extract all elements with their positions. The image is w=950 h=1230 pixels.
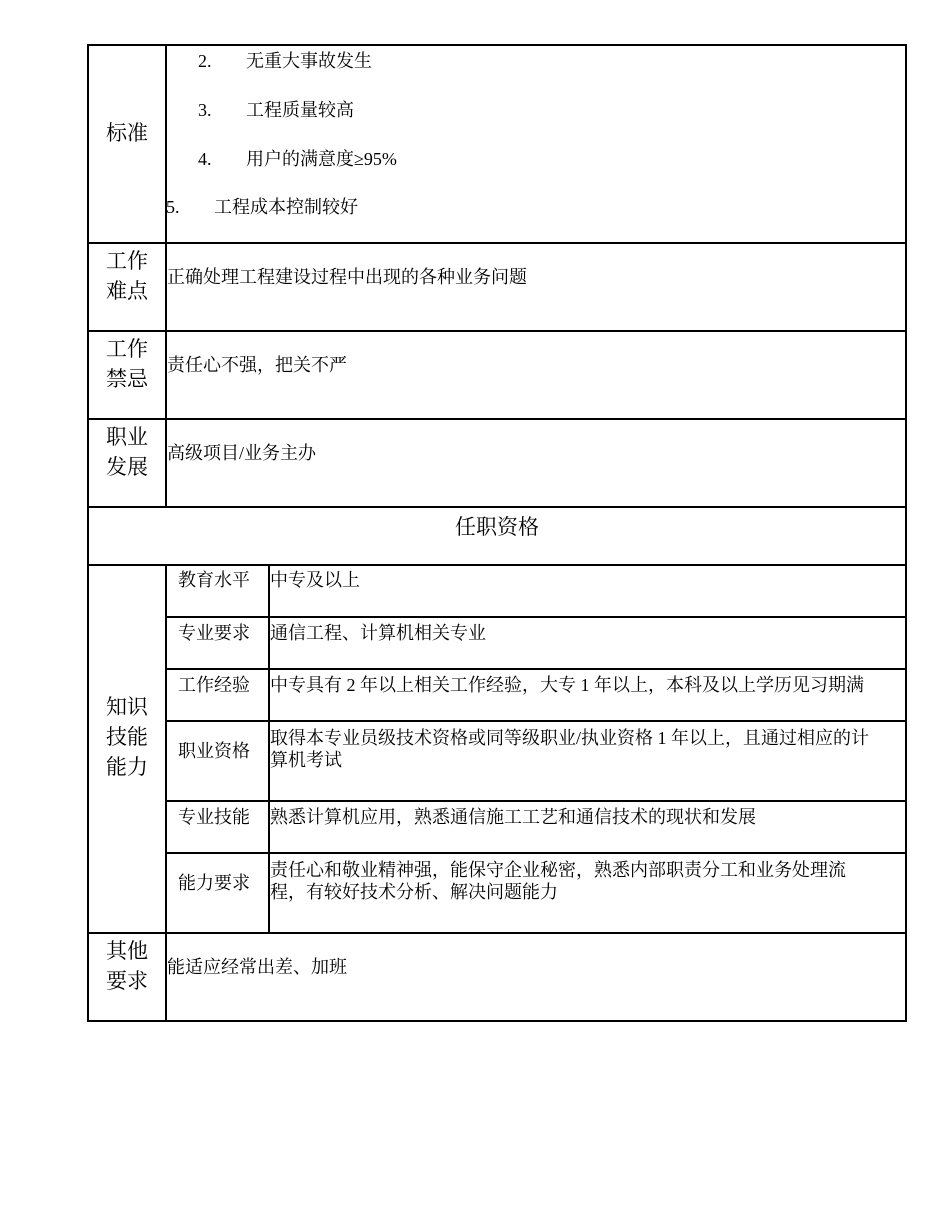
difficulty-label-line: 难点 — [106, 279, 148, 303]
table-border-right — [905, 44, 907, 1022]
qualification-title: 任职资格 — [455, 515, 539, 539]
knowledge-label-line: 知识 — [106, 695, 148, 719]
knowledge-row-value: 通信工程、计算机相关专业 — [270, 623, 486, 643]
standard-item-text: 工程成本控制较好 — [214, 197, 358, 217]
knowledge-row-value: 熟悉计算机应用，熟悉通信施工工艺和通信技术的现状和发展 — [270, 807, 756, 827]
knowledge-row-value-line: 责任心和敬业精神强，能保守企业秘密，熟悉内部职责分工和业务处理流 — [270, 860, 846, 880]
other-label-line: 要求 — [106, 969, 148, 993]
career-text: 高级项目/业务主办 — [167, 443, 317, 463]
sub-row-divider-3 — [165, 720, 907, 722]
taboo-label-line: 工作 — [106, 337, 148, 361]
knowledge-row-name: 专业技能 — [178, 807, 250, 827]
sub-row-divider-5 — [165, 852, 907, 854]
knowledge-row-name: 专业要求 — [178, 623, 250, 643]
table-border-bottom — [87, 1020, 907, 1022]
career-label-line: 职业 — [106, 425, 148, 449]
knowledge-row-name: 职业资格 — [178, 741, 250, 761]
row-divider-taboo — [87, 418, 907, 420]
row-divider-career — [87, 506, 907, 508]
row-divider-standard — [87, 242, 907, 244]
standard-item-number: 4. — [198, 149, 212, 169]
taboo-label-line: 禁忌 — [106, 367, 148, 391]
taboo-text: 责任心不强，把关不严 — [167, 355, 347, 375]
sub-row-divider-4 — [165, 800, 907, 802]
knowledge-row-name: 能力要求 — [178, 873, 250, 893]
knowledge-row-value — [270, 727, 869, 771]
career-label — [88, 422, 166, 482]
knowledge-row-value: 中专具有 2 年以上相关工作经验，大专 1 年以上，本科及以上学历见习期满 — [270, 675, 864, 695]
standard-item-number: 2. — [198, 51, 212, 71]
knowledge-label-line: 技能 — [106, 725, 148, 749]
knowledge-row-value-line: 程，有较好技术分析、解决问题能力 — [270, 882, 558, 902]
difficulty-label-line: 工作 — [106, 249, 148, 273]
knowledge-label — [88, 692, 166, 782]
career-label-line: 发展 — [106, 455, 148, 479]
taboo-label — [88, 334, 166, 394]
other-label-line: 其他 — [106, 939, 148, 963]
row-divider-knowledge — [87, 932, 907, 934]
standard-label: 标准 — [106, 121, 148, 145]
standard-item-text: 用户的满意度≥95% — [246, 149, 397, 169]
other-label — [88, 936, 166, 996]
knowledge-row-value: 中专及以上 — [270, 570, 360, 590]
knowledge-row-name: 工作经验 — [178, 675, 250, 695]
standard-item-text: 工程质量较高 — [246, 100, 354, 120]
sub-row-divider-2 — [165, 668, 907, 670]
row-divider-qualification — [87, 564, 907, 566]
standard-item-number: 3. — [198, 100, 212, 120]
other-text: 能适应经常出差、加班 — [167, 957, 347, 977]
row-divider-difficulty — [87, 330, 907, 332]
knowledge-row-value-line: 算机考试 — [270, 750, 342, 770]
difficulty-text: 正确处理工程建设过程中出现的各种业务问题 — [167, 267, 527, 287]
difficulty-label — [88, 246, 166, 306]
knowledge-label-line: 能力 — [106, 755, 148, 779]
knowledge-row-value-line: 取得本专业员级技术资格或同等级职业/执业资格 1 年以上，且通过相应的计 — [270, 728, 869, 748]
standard-item-number: 5. — [166, 197, 180, 217]
knowledge-row-name: 教育水平 — [178, 570, 250, 590]
sub-row-divider-1 — [165, 616, 907, 618]
standard-item-text: 无重大事故发生 — [246, 51, 372, 71]
knowledge-row-value — [270, 859, 846, 903]
table-border-top — [87, 44, 907, 46]
